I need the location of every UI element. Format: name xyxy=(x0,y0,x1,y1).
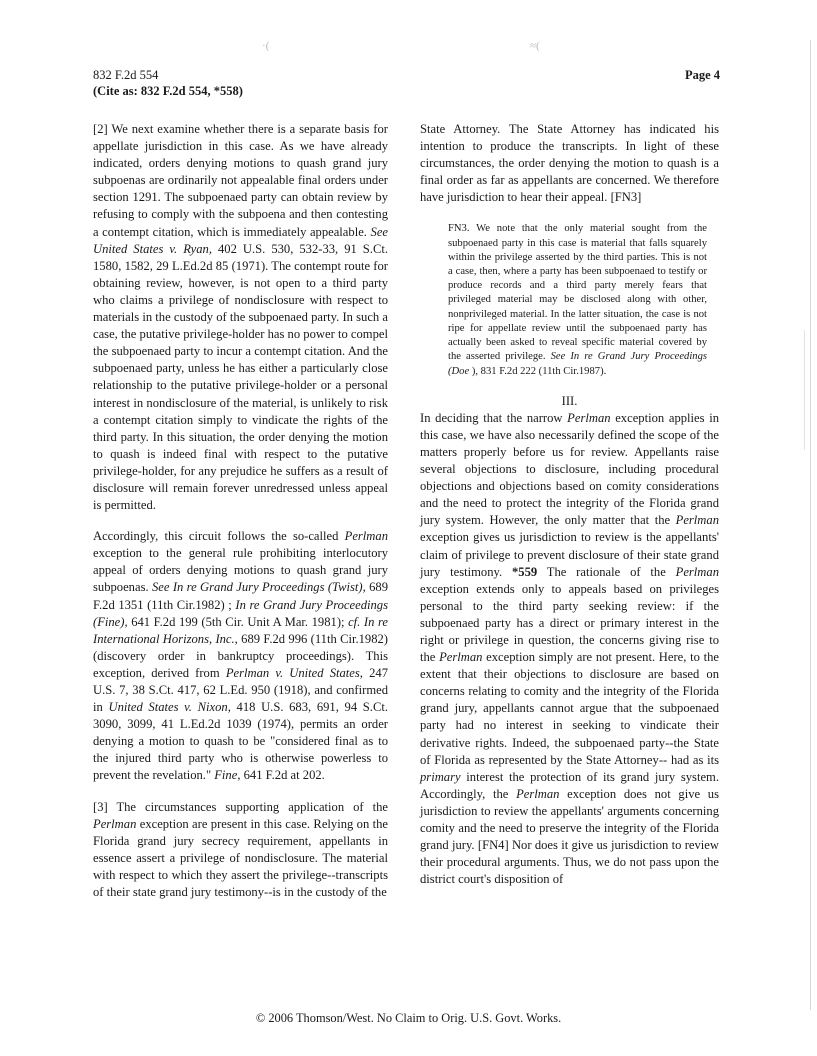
section-heading: III. xyxy=(561,393,578,408)
paragraph: Accordingly, this circuit follows the so-called Perlman exception to the general rule prohibiting interlocutory appeal of orders denying motions to quash grand jury subpoenas. See In re Grand Jury Proceedings (Twist), 689 F.2d 1351 (11th Cir.1982) ; In re Grand Jury Proceedings (Fine), 641 F.2d 199 (5th Cir. Unit A Mar. 1981); cf. In re International Horizons, Inc., 689 F.2d 996 (11th Cir.1982) (discovery order in bankruptcy proceedings). This exception, derived from Perlman v. United States, 247 U.S. 7, 38 S.Ct. 417, 62 L.Ed. 950 (1918), and confirmed in United States v. Nixon, 418 U.S. 683, 691, 94 S.Ct. 3090, 3099, 41 L.Ed.2d 1039 (1974), permits an order denying a motion to quash to be "considered final as to the injured third party who is otherwise powerless to prevent the revelation." Fine, 641 F.2d at 202. xyxy=(93,529,389,783)
cite-as: (Cite as: 832 F.2d 554, *558) xyxy=(93,84,243,98)
paragraph: State Attorney. The State Attorney has indicated his intention to produce the transcripts. In light of these circumstances, the order denying the motion to quash is a final order as far as appellants are concerned. We therefore have jurisdiction to hear their appeal. [FN3] xyxy=(420,122,719,205)
paragraph: [3] The circumstances supporting application of the Perlman exception are present in this case. Relying on the Florida grand jury secrecy requirement, appellants in essence assert a privilege of nondisclosure. The material with respect to which they assert the privilege--transcripts of their state grand jury testimony--is in the custody of the xyxy=(93,799,388,900)
page-number: Page 4 xyxy=(684,68,720,82)
right-column xyxy=(420,121,719,902)
paragraph: In deciding that the narrow Perlman exception applies in this case, we have also necessarily defined the scope of the matters properly before us for review. Appellants raise several objections to disclosure, including procedural objections and objections based on comity considerations and the need to protect the integrity of the Florida grand jury system. However, the only matter that the Perlman exception gives us jurisdiction to review is the appellants' claim of privilege to prevent disclosure of their state grand jury testimony. *559 The rationale of the Perlman exception extends only to appeals based on privileges personal to the third party seeking review: if the subpoenaed party has a direct or primary interest in the right or privilege in question, the concerns giving rise to the Perlman exception simply are not present. Here, to the extent that their objections to disclosure are based on concerns relating to comity and the integrity of the Florida grand jury, appellants cannot argue that the subpoenaed party had no interest in seeking to vindicate their derivative rights. Indeed, the subpoenaed party--the State of Florida as represented by the State Attorney-- had as its primary interest the protection of its grand jury system. Accordingly, the Perlman exception does not give us jurisdiction to review the appellants' arguments concerning comity and the need to preserve the integrity of the Florida grand jury. [FN4] Nor does it give us jurisdiction to review their procedural arguments. Thus, we do not pass upon the district court's disposition of xyxy=(420,410,719,887)
footnote-fn3: FN3. We note that the only material sought from the subpoenaed party in this case is material that falls squarely within the privilege asserted by the third parties. This is not a case, then, where a party has been subpoenaed to testify or produce records and a third party merely fears that privileged material may be disclosed along with other, nonprivileged material. In the latter situation, the case is not ripe for appellate review until the subpoenaed party has actually been asked to reveal specific material covered by the asserted privilege. See In re Grand Jury Proceedings (Doe ), 831 F.2d 222 (11th Cir.1987). xyxy=(448,223,708,377)
left-column xyxy=(93,121,388,915)
paragraph: [2] We next examine whether there is a separate basis for appellate jurisdiction in this case. As we have already indicated, orders denying motions to quash grand jury subpoenas are ordinarily not appealable final orders under section 1291. The subpoenaed party can obtain review by refusing to comply with the subpoena and then contesting a contempt citation, which is immediately appealable. See United States v. Ryan, 402 U.S. 530, 532-33, 91 S.Ct. 1580, 1582, 29 L.Ed.2d 85 (1971). The contempt route for obtaining review, however, is not open to a third party who claims a privilege of nondisclosure with respect to materials in the custody of the subpoenaed party. In such a case, the putative privilege-holder has no power to compel the subpoenaed party to incur a contempt citation. And the subpoenaed party, unless he has either a particularly close relationship to the putative privilege-holder or a personal interest in nondisclosure of the material, is unlikely to risk a contempt citation simply to vindicate the rights of the third party. In this situation, the order denying the motion to quash is indeed final with respect to the putative privilege-holder, for any prejudice he suffers as a result of disclosure will remain forever unredressed unless appeal is permitted. xyxy=(93,122,389,513)
page-header xyxy=(93,67,720,99)
scan-mark: ·( xyxy=(262,40,270,52)
page-edge-line xyxy=(804,330,805,450)
page-footer: © 2006 Thomson/West. No Claim to Orig. U.S. Govt. Works. xyxy=(255,1011,562,1025)
citation: 832 F.2d 554 xyxy=(93,68,159,82)
scan-mark: ≈( xyxy=(530,40,540,52)
page-edge-line xyxy=(810,40,811,1010)
